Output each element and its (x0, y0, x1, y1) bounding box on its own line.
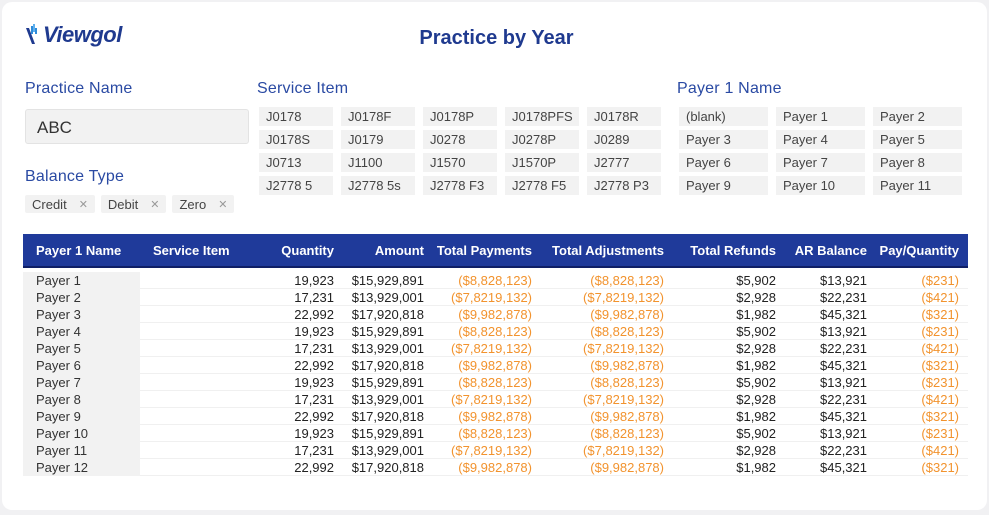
table-cell: $17,920,818 (351, 408, 424, 424)
table-cell: ($321) (921, 306, 959, 322)
table-row[interactable] (23, 306, 968, 323)
payer-option[interactable]: Payer 11 (873, 176, 962, 195)
table-cell: $5,902 (736, 323, 776, 339)
table-cell: Payer 1 (23, 272, 140, 289)
table-cell: $15,929,891 (351, 323, 424, 339)
service-item-option[interactable]: J0178R (587, 107, 661, 126)
table-row[interactable] (23, 442, 968, 459)
payer-name-label: Payer 1 Name (677, 80, 782, 97)
table-cell: Payer 5 (23, 340, 140, 357)
table-cell: $13,921 (820, 323, 867, 339)
table-cell: ($231) (921, 272, 959, 288)
service-item-option[interactable]: J2777 (587, 153, 661, 172)
payer-option[interactable]: Payer 4 (776, 130, 865, 149)
table-cell: $5,902 (736, 272, 776, 288)
table-cell: 19,923 (294, 323, 334, 339)
table-cell: ($8,828,123) (458, 272, 532, 288)
table-body (23, 268, 968, 476)
table-cell: $2,928 (736, 442, 776, 458)
table-cell: ($421) (921, 391, 959, 407)
table-cell: 19,923 (294, 374, 334, 390)
payer-option[interactable]: Payer 2 (873, 107, 962, 126)
table-row[interactable] (23, 459, 968, 476)
table-cell: $5,902 (736, 425, 776, 441)
page-title: Practice by Year (419, 27, 574, 49)
chip-label: Zero (179, 196, 207, 212)
table-cell: $45,321 (820, 408, 867, 424)
service-item-option[interactable]: J0178P (423, 107, 497, 126)
header-total-payments[interactable]: Total Payments (436, 242, 532, 258)
balance-type-chips (25, 195, 234, 213)
table-row[interactable] (23, 289, 968, 306)
table-row[interactable] (23, 340, 968, 357)
header-total-refunds[interactable]: Total Refunds (690, 242, 776, 258)
chip-label: Debit (107, 196, 139, 212)
table-cell: $17,920,818 (351, 357, 424, 373)
table-cell: ($7,8219,132) (583, 289, 664, 305)
service-item-option[interactable]: J2778 P3 (587, 176, 661, 195)
table-cell: Payer 4 (23, 323, 140, 340)
service-item-option[interactable]: J1570P (505, 153, 579, 172)
table-cell: $45,321 (820, 357, 867, 373)
service-item-option[interactable]: J0178S (259, 130, 333, 149)
table-cell: 19,923 (294, 425, 334, 441)
chip-label: Credit (32, 196, 67, 212)
table-cell: ($7,8219,132) (583, 391, 664, 407)
table-cell: 22,992 (294, 408, 334, 424)
practice-name-select[interactable]: ABC (25, 109, 249, 144)
table-cell: ($8,828,123) (590, 374, 664, 390)
table-cell: ($9,982,878) (458, 357, 532, 373)
close-icon[interactable]: ✕ (218, 198, 228, 211)
table-cell: Payer 10 (23, 425, 140, 442)
table-cell: $13,929,001 (351, 289, 424, 305)
service-item-option[interactable]: J1100 (341, 153, 415, 172)
close-icon[interactable]: ✕ (78, 198, 88, 211)
header-quantity[interactable]: Quantity (281, 242, 334, 258)
table-cell: ($9,982,878) (590, 357, 664, 373)
table-cell: ($9,982,878) (590, 408, 664, 424)
table-cell: Payer 7 (23, 374, 140, 391)
payer-option[interactable]: Payer 10 (776, 176, 865, 195)
table-cell: ($8,828,123) (590, 425, 664, 441)
service-item-option[interactable]: J2778 5 (259, 176, 333, 195)
table-cell: $2,928 (736, 340, 776, 356)
table-cell: 17,231 (294, 289, 334, 305)
service-item-option[interactable]: J0179 (341, 130, 415, 149)
table-cell: 17,231 (294, 340, 334, 356)
table-cell: $1,982 (736, 357, 776, 373)
table-cell: $2,928 (736, 391, 776, 407)
table-cell: $22,231 (820, 442, 867, 458)
service-item-option[interactable]: J0178 (259, 107, 333, 126)
service-item-option[interactable]: J2778 5s (341, 176, 415, 195)
table-cell: ($9,982,878) (590, 459, 664, 475)
table-cell: $13,929,001 (351, 340, 424, 356)
header-payer-name[interactable]: Payer 1 Name (36, 242, 122, 258)
report-card (2, 2, 987, 510)
table-cell: $45,321 (820, 306, 867, 322)
table-cell: ($8,828,123) (590, 323, 664, 339)
balance-type-label: Balance Type (25, 168, 125, 185)
table-cell: ($421) (921, 289, 959, 305)
table-cell: ($9,982,878) (458, 408, 532, 424)
service-item-option[interactable]: J0178PFS (505, 107, 579, 126)
table-cell: ($7,8219,132) (451, 289, 532, 305)
table-row[interactable] (23, 374, 968, 391)
table-row[interactable] (23, 425, 968, 442)
table-cell: $17,920,818 (351, 306, 424, 322)
table-cell: $22,231 (820, 391, 867, 407)
table-cell: ($7,8219,132) (583, 340, 664, 356)
table-cell: $15,929,891 (351, 272, 424, 288)
service-item-option[interactable]: J0713 (259, 153, 333, 172)
table-cell: ($8,828,123) (458, 374, 532, 390)
table-cell: ($9,982,878) (458, 306, 532, 322)
payer-option[interactable]: Payer 8 (873, 153, 962, 172)
table-cell: 22,992 (294, 306, 334, 322)
table-cell: $45,321 (820, 459, 867, 475)
table-cell: $13,921 (820, 425, 867, 441)
table-cell: ($8,828,123) (458, 425, 532, 441)
table-cell: 17,231 (294, 391, 334, 407)
table-cell: Payer 3 (23, 306, 140, 323)
table-cell: ($231) (921, 425, 959, 441)
table-cell: $22,231 (820, 340, 867, 356)
table-row[interactable] (23, 408, 968, 425)
table-cell: ($8,828,123) (458, 323, 532, 339)
payer-option[interactable]: Payer 6 (679, 153, 768, 172)
header-pay-quantity[interactable]: Pay/Quantity (879, 242, 959, 258)
table-cell: $1,982 (736, 459, 776, 475)
table-cell: ($8,828,123) (590, 272, 664, 288)
table-cell: ($421) (921, 442, 959, 458)
table-cell: $22,231 (820, 289, 867, 305)
service-item-slicer (259, 107, 661, 195)
table-cell: 22,992 (294, 459, 334, 475)
table-cell: 22,992 (294, 357, 334, 373)
table-cell: $13,929,001 (351, 442, 424, 458)
balance-chip-credit[interactable] (25, 195, 95, 213)
table-row[interactable] (23, 323, 968, 340)
table-cell: $2,928 (736, 289, 776, 305)
service-item-option[interactable]: J2778 F5 (505, 176, 579, 195)
table-cell: $15,929,891 (351, 425, 424, 441)
table-cell: Payer 9 (23, 408, 140, 425)
table-cell: ($7,8219,132) (583, 442, 664, 458)
service-item-label: Service Item (257, 80, 349, 97)
table-cell: ($231) (921, 374, 959, 390)
table-cell: 19,923 (294, 272, 334, 288)
payer-option[interactable]: (blank) (679, 107, 768, 126)
table-cell: ($7,8219,132) (451, 442, 532, 458)
table-cell: $5,902 (736, 374, 776, 390)
table-cell: Payer 11 (23, 442, 140, 459)
table-cell: ($321) (921, 408, 959, 424)
service-item-option[interactable]: J2778 F3 (423, 176, 497, 195)
table-cell: $13,929,001 (351, 391, 424, 407)
brand-name: Viewgol (43, 22, 122, 47)
table-cell: Payer 6 (23, 357, 140, 374)
close-icon[interactable]: ✕ (150, 198, 160, 211)
table-cell: ($321) (921, 357, 959, 373)
table-cell: $17,920,818 (351, 459, 424, 475)
header-ar-balance[interactable]: AR Balance (794, 242, 867, 258)
table-row[interactable] (23, 272, 968, 289)
payer-name-slicer (679, 107, 962, 195)
service-item-option[interactable]: J0278P (505, 130, 579, 149)
payer-option[interactable]: Payer 3 (679, 130, 768, 149)
table-cell: Payer 12 (23, 459, 140, 476)
table-cell: ($7,8219,132) (451, 391, 532, 407)
header-total-adjustments[interactable]: Total Adjustments (552, 242, 664, 258)
table-cell: $1,982 (736, 306, 776, 322)
service-item-option[interactable]: J0289 (587, 130, 661, 149)
table-header (23, 234, 968, 268)
table-cell: $1,982 (736, 408, 776, 424)
header-service-item[interactable]: Service Item (153, 242, 230, 258)
table-cell: $13,921 (820, 272, 867, 288)
balance-chip-debit[interactable] (101, 195, 167, 213)
payer-option[interactable]: Payer 5 (873, 130, 962, 149)
table-cell: ($9,982,878) (590, 306, 664, 322)
payer-option[interactable]: Payer 7 (776, 153, 865, 172)
data-table (23, 234, 968, 476)
payer-option[interactable]: Payer 9 (679, 176, 768, 195)
service-item-option[interactable]: J1570 (423, 153, 497, 172)
table-cell: ($9,982,878) (458, 459, 532, 475)
table-cell: 17,231 (294, 442, 334, 458)
table-cell: Payer 8 (23, 391, 140, 408)
table-cell: ($7,8219,132) (451, 340, 532, 356)
table-cell: ($231) (921, 323, 959, 339)
table-row[interactable] (23, 357, 968, 374)
service-item-option[interactable]: J0178F (341, 107, 415, 126)
header-amount[interactable]: Amount (374, 242, 424, 258)
service-item-option[interactable]: J0278 (423, 130, 497, 149)
payer-option[interactable]: Payer 1 (776, 107, 865, 126)
table-cell: $15,929,891 (351, 374, 424, 390)
table-row[interactable] (23, 391, 968, 408)
table-cell: ($321) (921, 459, 959, 475)
practice-name-label: Practice Name (25, 80, 133, 97)
balance-chip-zero[interactable] (172, 195, 234, 213)
table-cell: ($421) (921, 340, 959, 356)
table-cell: $13,921 (820, 374, 867, 390)
table-cell: Payer 2 (23, 289, 140, 306)
